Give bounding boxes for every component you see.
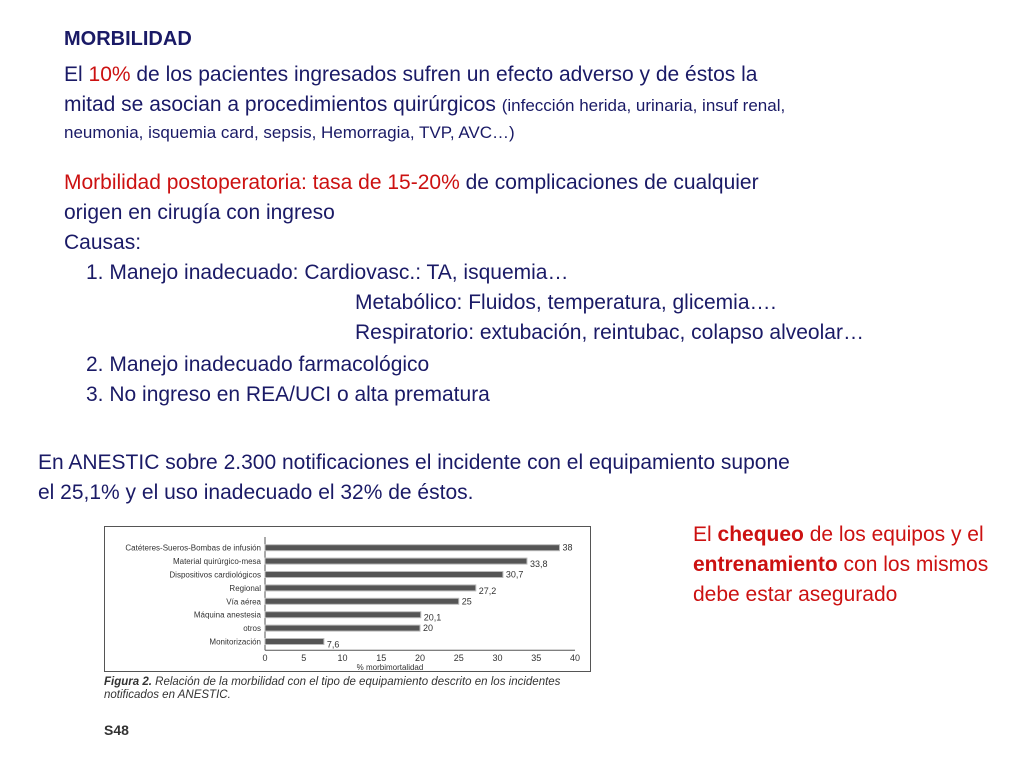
category-label: Material quirúrgico-mesa bbox=[172, 557, 261, 567]
category-label: Dispositivos cardiológicos bbox=[169, 570, 261, 580]
morbidity-line-3: neumonia, isquemia card, sepsis, Hemorragia, TVP, AVC…) bbox=[64, 123, 515, 142]
bar bbox=[265, 545, 560, 551]
category-label: Regional bbox=[229, 583, 261, 593]
cause-item-1-metabolic: Metabólico: Fluidos, temperatura, glicemia…. bbox=[355, 291, 777, 314]
x-tick-label: 40 bbox=[569, 653, 581, 664]
bar-value-label: 30,7 bbox=[505, 569, 524, 580]
postop-line-2: origen en cirugía con ingreso bbox=[64, 201, 335, 224]
side-note bbox=[693, 520, 1013, 610]
text-segment: de complicaciones de cualquier bbox=[459, 171, 759, 194]
cause-item-3: 3. No ingreso en REA/UCI o alta prematura bbox=[86, 383, 490, 406]
bar-value-label: 20,1 bbox=[423, 612, 442, 623]
bar-value-label: 7,6 bbox=[326, 639, 340, 650]
text-segment: El bbox=[693, 523, 718, 546]
x-tick-label: 30 bbox=[492, 653, 503, 664]
x-tick-label: 25 bbox=[453, 653, 464, 664]
bar bbox=[265, 612, 421, 618]
cause-item-1: 1. Manejo inadecuado: Cardiovasc.: TA, isquemia… bbox=[86, 261, 569, 284]
slide-title: MORBILIDAD bbox=[64, 28, 192, 50]
bar-value-label: 38 bbox=[562, 542, 573, 553]
text-segment-small: (infección herida, urinaria, insuf renal, bbox=[501, 96, 786, 115]
anestic-line-1: En ANESTIC sobre 2.300 notificaciones el incidente con el equipamiento supone bbox=[38, 451, 790, 474]
x-tick-label: 5 bbox=[301, 653, 307, 664]
morbidity-line-2 bbox=[64, 90, 785, 121]
category-label: Catéteres-Sueros-Bombas de infusión bbox=[125, 543, 261, 553]
bar bbox=[265, 639, 324, 645]
x-axis-title: % morbimortalidad bbox=[356, 663, 424, 671]
text-segment: El bbox=[64, 63, 89, 86]
causes-heading: Causas: bbox=[64, 231, 142, 254]
bar bbox=[265, 625, 420, 631]
chart-svg bbox=[105, 527, 590, 671]
bar-value-label: 25 bbox=[461, 596, 472, 607]
category-label: otros bbox=[243, 624, 261, 634]
bold-segment: chequeo bbox=[717, 523, 804, 546]
cause-item-1-respiratory: Respiratorio: extubación, reintubac, colapso alveolar… bbox=[355, 321, 864, 344]
text-segment: de los pacientes ingresados sufren un efecto adverso y de éstos la bbox=[130, 63, 758, 86]
page-code: S48 bbox=[104, 722, 129, 738]
bold-segment: entrenamiento bbox=[693, 553, 838, 576]
text-segment: mitad se asocian a procedimientos quirúrgicos bbox=[64, 93, 502, 116]
x-tick-label: 15 bbox=[376, 653, 387, 664]
x-tick-label: 35 bbox=[531, 653, 542, 664]
bar-value-label: 33,8 bbox=[529, 559, 548, 570]
bar-value-label: 20 bbox=[423, 623, 434, 634]
anestic-line-2: el 25,1% y el uso inadecuado el 32% de éstos. bbox=[38, 481, 474, 504]
category-label: Máquina anestesia bbox=[193, 610, 261, 620]
category-label: Vía aérea bbox=[226, 597, 261, 607]
bar bbox=[265, 572, 503, 578]
morbidity-line-1 bbox=[64, 60, 757, 90]
bar-value-label: 27,2 bbox=[478, 585, 497, 596]
caption-text: Relación de la morbilidad con el tipo de equipamiento descrito en los incidentes notificados en ANESTIC. bbox=[104, 676, 561, 701]
percent-highlight: 10% bbox=[88, 63, 131, 86]
cause-item-2: 2. Manejo inadecuado farmacológico bbox=[86, 353, 430, 376]
x-tick-label: 20 bbox=[414, 653, 426, 664]
x-tick-label: 0 bbox=[262, 653, 268, 664]
bar bbox=[265, 558, 527, 564]
caption-label: Figura 2. bbox=[104, 676, 152, 688]
postop-highlight: Morbilidad postoperatoria: tasa de 15-20% bbox=[64, 171, 460, 194]
x-tick-label: 10 bbox=[337, 653, 348, 664]
figure-caption bbox=[104, 676, 594, 702]
text-segment: con los mismos debe estar asegurado bbox=[693, 553, 989, 606]
bar bbox=[265, 585, 476, 591]
text-segment: de los equipos y el bbox=[803, 523, 984, 546]
postop-line-1 bbox=[64, 168, 759, 198]
category-label: Monitorización bbox=[209, 637, 261, 647]
equipment-chart bbox=[104, 526, 591, 672]
bar bbox=[265, 598, 459, 604]
